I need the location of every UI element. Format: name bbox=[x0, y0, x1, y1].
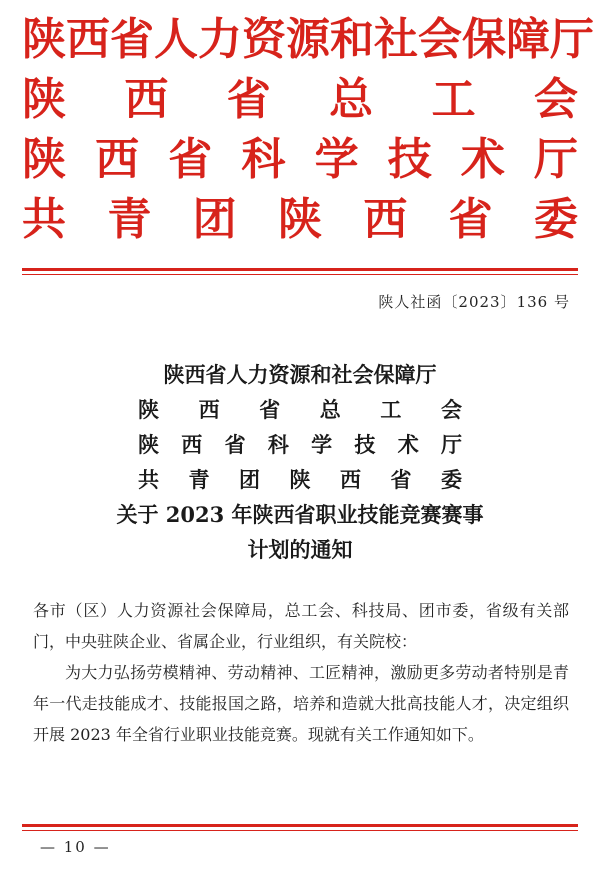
header-divider-thick bbox=[22, 268, 578, 271]
header-line-1-char: 资 bbox=[242, 14, 286, 65]
header-line-2-char: 陕 bbox=[22, 74, 66, 125]
header-line-2-char: 总 bbox=[329, 74, 374, 125]
title-line-4-char: 陕 bbox=[289, 467, 311, 492]
title-line-4-char: 委 bbox=[441, 467, 462, 492]
title-line-1: 陕西省人力资源和社会保障厅 bbox=[163, 362, 437, 387]
title-line-5: 关于 2023 年陕西省职业技能竞赛赛事 bbox=[116, 502, 484, 527]
red-letterhead bbox=[22, 10, 594, 250]
title-line-3-char: 科 bbox=[267, 432, 289, 457]
title-line-4-char: 团 bbox=[239, 467, 260, 492]
title-line-3 bbox=[138, 427, 462, 462]
title-line-3-char: 厅 bbox=[440, 432, 462, 457]
title-line-4-char: 青 bbox=[188, 467, 210, 492]
title-line-2-char: 陕 bbox=[138, 397, 159, 422]
title-line-4-char: 西 bbox=[340, 467, 361, 492]
title-line-3-char: 西 bbox=[181, 432, 203, 457]
header-line-1-char: 省 bbox=[110, 14, 154, 65]
title-line-2-char: 工 bbox=[380, 397, 402, 422]
title-line-4 bbox=[138, 462, 462, 497]
header-line-3-char: 术 bbox=[460, 134, 505, 185]
header-line-3-char: 省 bbox=[168, 134, 213, 185]
header-line-2-char: 会 bbox=[533, 74, 578, 125]
header-line-3-char: 西 bbox=[95, 134, 140, 185]
title-line-4-char: 省 bbox=[390, 467, 412, 492]
header-line-3 bbox=[22, 130, 578, 190]
header-line-3-char: 陕 bbox=[22, 134, 66, 185]
page-number: — 10 — bbox=[40, 838, 111, 856]
header-line-3-char: 厅 bbox=[533, 134, 578, 185]
header-line-1-char: 力 bbox=[198, 14, 242, 65]
header-line-1-char: 源 bbox=[286, 14, 330, 65]
header-line-2-char: 西 bbox=[124, 74, 169, 125]
title-line-2-char: 省 bbox=[259, 397, 281, 422]
title-line-3-char: 术 bbox=[397, 432, 419, 457]
header-divider-thin bbox=[22, 274, 578, 275]
title-line-3-char: 学 bbox=[311, 432, 333, 457]
header-line-4-char: 共 bbox=[22, 194, 66, 245]
header-line-1-char: 障 bbox=[506, 14, 550, 65]
header-line-1-char: 和 bbox=[330, 14, 374, 65]
header-line-2-char: 工 bbox=[431, 74, 476, 125]
document-body bbox=[33, 595, 569, 750]
header-line-4-char: 委 bbox=[533, 194, 578, 245]
header-line-1-char: 会 bbox=[418, 14, 462, 65]
title-line-2-char: 西 bbox=[198, 397, 220, 422]
footer-divider-thin bbox=[22, 830, 578, 831]
footer-divider-thick bbox=[22, 824, 578, 827]
title-line-2-char: 总 bbox=[319, 397, 341, 422]
header-line-1-char: 西 bbox=[66, 14, 110, 65]
header-line-4-char: 西 bbox=[363, 194, 408, 245]
header-line-1-char: 陕 bbox=[22, 14, 66, 65]
header-line-1-char: 人 bbox=[154, 14, 198, 65]
title-line-3-char: 陕 bbox=[138, 432, 159, 457]
title-line-2 bbox=[138, 392, 462, 427]
header-line-1-char: 保 bbox=[462, 14, 506, 65]
header-line-4-char: 省 bbox=[448, 194, 493, 245]
header-line-4-char: 陕 bbox=[277, 194, 322, 245]
header-line-1 bbox=[22, 10, 594, 70]
header-line-4-char: 青 bbox=[107, 194, 152, 245]
header-line-2-char: 省 bbox=[226, 74, 271, 125]
header-line-3-char: 学 bbox=[314, 134, 359, 185]
body-paragraph-1: 为大力弘扬劳模精神、劳动精神、工匠精神，激励更多劳动者特别是青年一代走技能成才、技能报国之路，培养和造就大批高技能人才，决定组织开展 2023 年全省行业职业技能竞赛。现就有关工作通知如下。 bbox=[33, 663, 569, 744]
title-line-2-char: 会 bbox=[440, 397, 462, 422]
title-line-6: 计划的通知 bbox=[247, 537, 353, 562]
header-line-1-char: 社 bbox=[374, 14, 418, 65]
recipients-paragraph: 各市（区）人力资源社会保障局，总工会、科技局、团市委，省级有关部门，中央驻陕企业、省属企业，行业组织，有关院校： bbox=[33, 601, 569, 651]
document-title bbox=[0, 357, 600, 567]
title-line-3-char: 技 bbox=[354, 432, 376, 457]
header-line-3-char: 科 bbox=[241, 134, 286, 185]
document-number: 陕人社函〔2023〕136 号 bbox=[378, 293, 570, 311]
header-line-1-char: 厅 bbox=[550, 14, 594, 65]
header-line-3-char: 技 bbox=[387, 134, 432, 185]
title-line-3-char: 省 bbox=[224, 432, 246, 457]
header-line-4-char: 团 bbox=[192, 194, 237, 245]
header-line-4 bbox=[22, 190, 578, 250]
title-line-4-char: 共 bbox=[138, 467, 159, 492]
header-line-2 bbox=[22, 70, 578, 130]
